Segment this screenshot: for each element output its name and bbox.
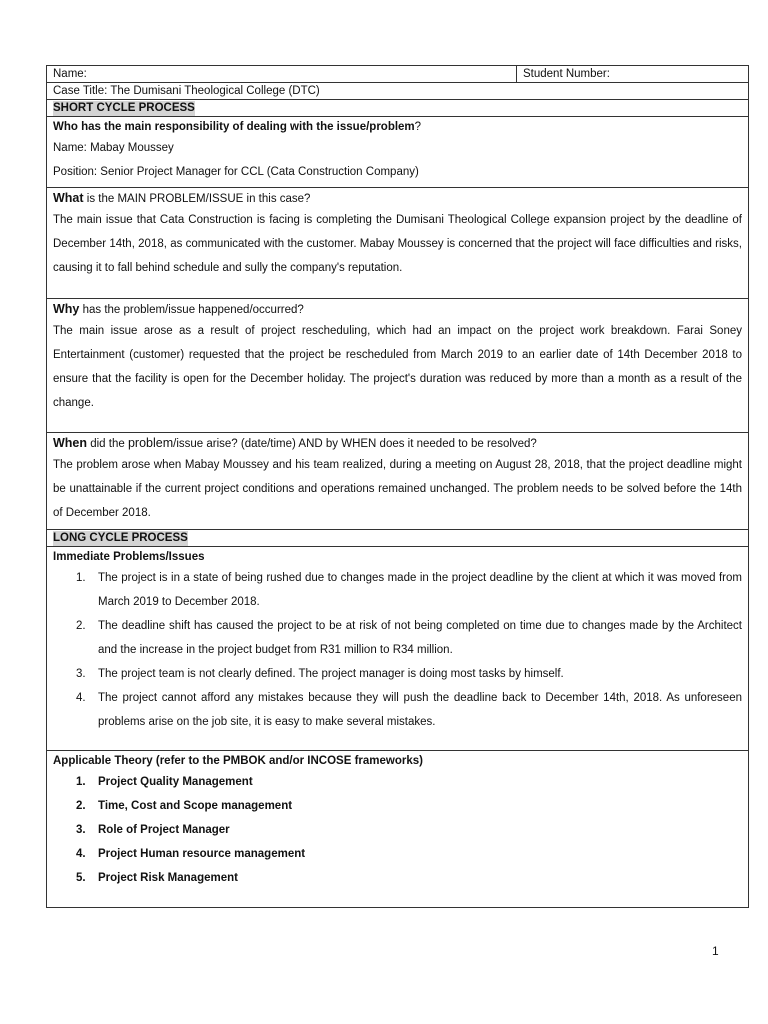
immediate-problems-section [47, 547, 749, 751]
applicable-theory-section [47, 751, 749, 908]
what-answer: The main issue that Cata Construction is facing is completing the Dumisani Theological College expansion project by the deadline of December 14th, 2018, as communicated with the customer. Mabay Moussey is concerned that the project will face difficulties and risks, causing it to fall behind schedule and sully the company's reputation. [53, 214, 742, 274]
student-number-cell [517, 66, 749, 83]
student-number-label: Student Number: [523, 68, 610, 80]
who-section [47, 117, 749, 188]
list-item: 1. The project is in a state of being rushed due to changes made in the project deadline by the client at which it was moved from March 2019 to December 2018. [76, 572, 742, 608]
when-question: When did the problem/issue arise? (date/time) AND by WHEN does it needed to be resolved? [53, 436, 537, 450]
why-answer: The main issue arose as a result of project rescheduling, which had an impact on the project work breakdown. Farai Soney Entertainment (customer) requested that the project be rescheduled from March 2019 to an earlier date of 14th December 2018 to ensure that the facility is open for the December holiday. The project's duration was reduced by more than a month as a result of the change. [53, 325, 742, 409]
page-number: 1 [712, 944, 719, 958]
who-question: Who has the main responsibility of dealing with the issue/problem? [53, 121, 422, 133]
case-title: Case Title: The Dumisani Theological College (DTC) [53, 85, 320, 97]
list-item: 3. The project team is not clearly defined. The project manager is doing most tasks by himself. [76, 668, 564, 680]
list-item: 1. Project Quality Management [76, 776, 253, 788]
problems-list [53, 566, 742, 734]
list-item: 2. The deadline shift has caused the project to be at risk of not being completed on time due to changes made by the Architect and the increase in the project budget from R31 million to R34 million. [76, 620, 742, 656]
name-label: Name: [53, 68, 87, 80]
applicable-theory-heading: Applicable Theory (refer to the PMBOK and/or INCOSE frameworks) [53, 755, 423, 767]
when-answer: The problem arose when Mabay Moussey and his team realized, during a meeting on August 28, 2018, that the project deadline might be unattainable if the current project conditions and operations remained unchanged. The problem needs to be solved before the 14th of December 2018. [53, 459, 742, 519]
list-item: 4. Project Human resource management [76, 848, 306, 860]
case-title-cell [47, 83, 749, 100]
case-title-row [47, 83, 749, 100]
list-item: 3. Role of Project Manager [76, 824, 230, 836]
long-cycle-heading-row [47, 530, 749, 547]
case-table [46, 65, 749, 908]
when-section [47, 433, 749, 530]
short-cycle-heading-row [47, 100, 749, 117]
name-cell [47, 66, 517, 83]
list-item: 4. The project cannot afford any mistakes because they will push the deadline back to December 14th, 2018. As unforeseen problems arise on the job site, it is easy to make several mistakes. [76, 692, 742, 728]
theory-list [53, 770, 742, 890]
why-section [47, 299, 749, 433]
what-question: What is the MAIN PROBLEM/ISSUE in this case? [53, 191, 311, 205]
responsible-name: Name: Mabay Moussey [53, 142, 174, 154]
long-cycle-heading: LONG CYCLE PROCESS [53, 532, 188, 544]
case-form [46, 65, 748, 908]
responsible-position: Position: Senior Project Manager for CCL (Cata Construction Company) [53, 166, 419, 178]
short-cycle-heading: SHORT CYCLE PROCESS [53, 102, 195, 114]
name-row [47, 66, 749, 83]
list-item: 5. Project Risk Management [76, 872, 238, 884]
list-item: 2. Time, Cost and Scope management [76, 800, 293, 812]
immediate-problems-heading: Immediate Problems/Issues [53, 551, 205, 563]
what-section [47, 188, 749, 299]
why-question: Why has the problem/issue happened/occurred? [53, 302, 304, 316]
